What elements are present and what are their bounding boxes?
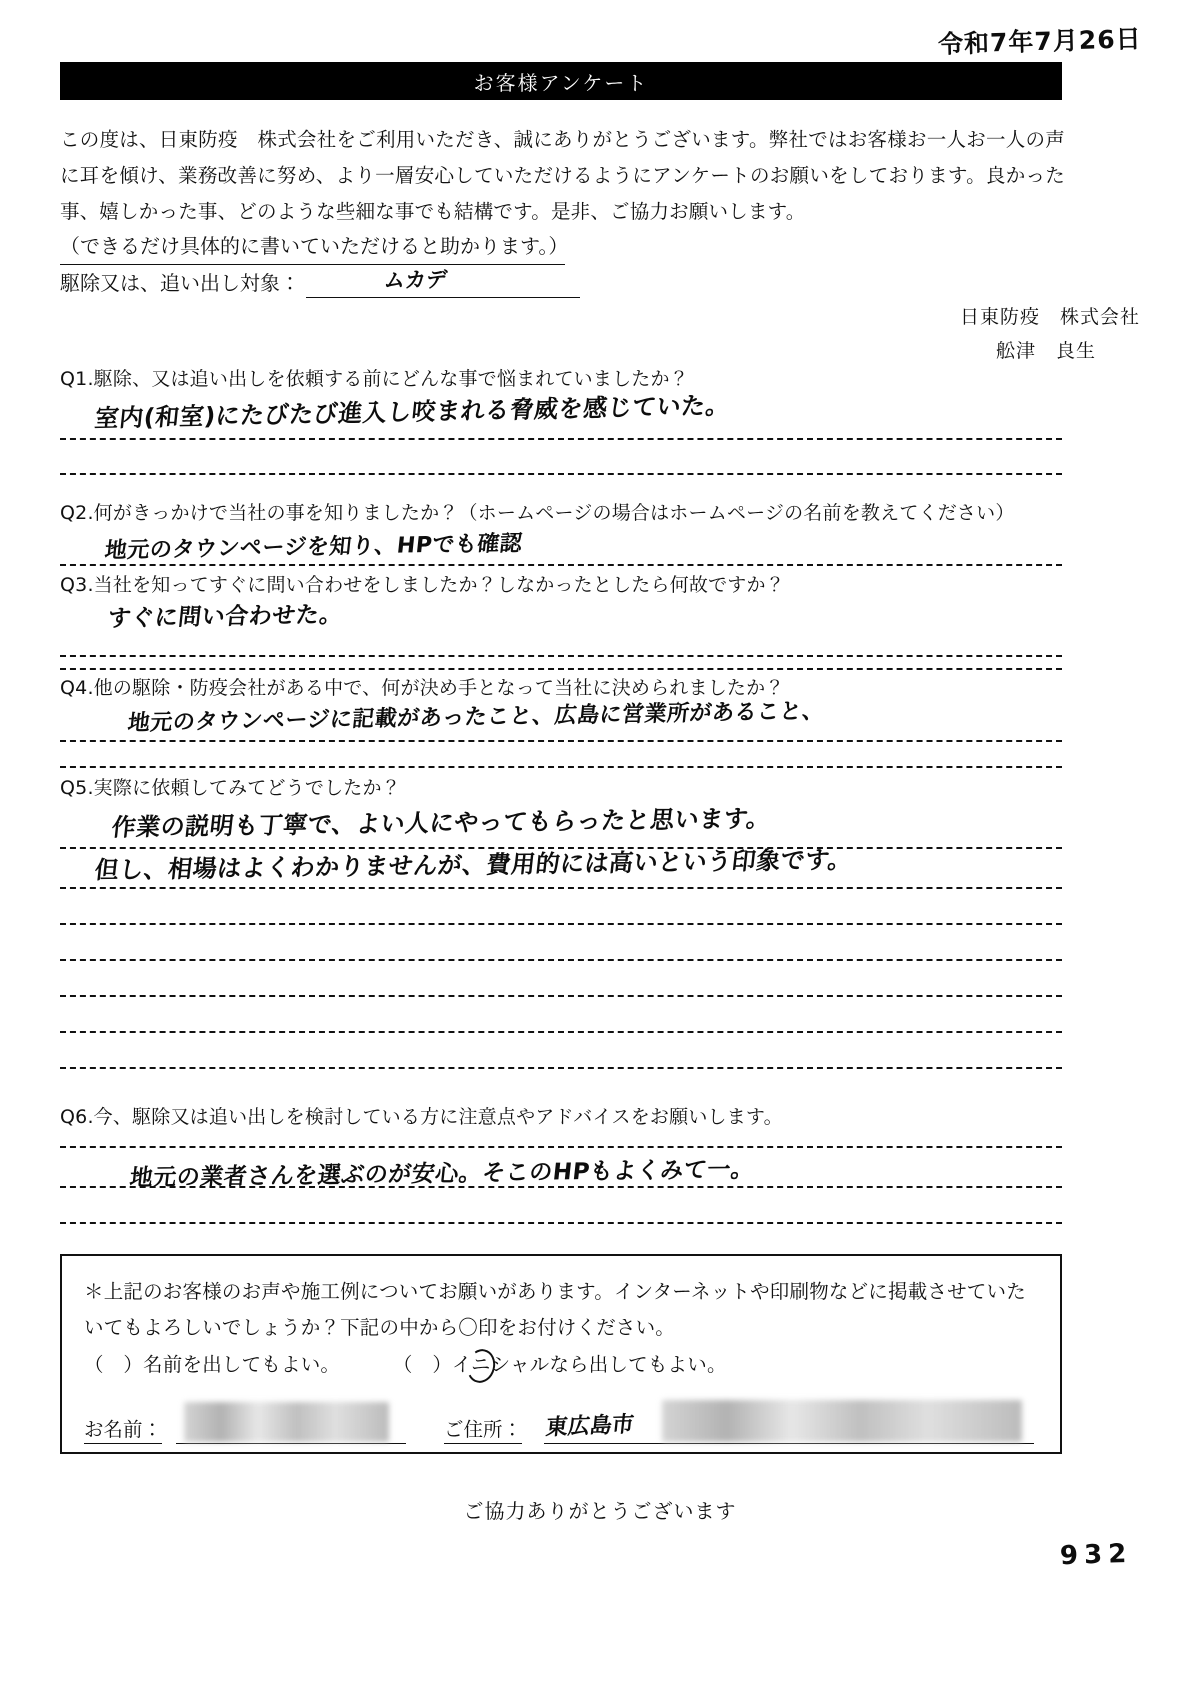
company-name: 日東防疫 株式会社 (959, 306, 1140, 328)
answer-rule-q5-7[interactable] (60, 1067, 1062, 1069)
consent-option-initial[interactable]: （ ）イニシャルなら出してもよい。 (392, 1353, 727, 1376)
question-q6 (60, 1104, 1062, 1130)
question-label-q1: Q1.駆除、又は追い出しを依頼する前にどんな事で悩まれていましたか？ (60, 368, 689, 390)
name-label: お名前： (84, 1414, 162, 1444)
staff-name: 舩津 良生 (995, 340, 1096, 362)
answer-rule-q4-1[interactable] (60, 740, 1062, 742)
answer-rule-q1-2[interactable] (60, 473, 1062, 475)
answer-rule-q5-4[interactable] (60, 959, 1062, 961)
target-field-row (60, 268, 580, 298)
question-q5 (60, 775, 1062, 801)
answer-handwritten-q2-line1: 地元のタウンページを知り、HPでも確認 (103, 531, 524, 564)
footer-thanks: ご協力ありがとうございます (463, 1499, 737, 1523)
answer-handwritten-q5-line2: 但し、相場はよくわかりませんが、費用的には高いという印象です。 (93, 845, 854, 885)
question-label-q3: Q3.当社を知ってすぐに問い合わせをしましたか？しなかったとしたら何故ですか？ (60, 574, 785, 596)
answer-rule-q1-1[interactable] (60, 438, 1062, 440)
handwritten-page-number: 932 (1059, 1538, 1133, 1572)
company-signature (960, 300, 1140, 368)
consent-box (60, 1254, 1062, 1454)
identity-fields-row (84, 1400, 1038, 1448)
answer-rule-q5-2[interactable] (60, 887, 1062, 889)
answer-rule-q3-2[interactable] (60, 668, 1062, 670)
target-handwritten-value: ムカデ (382, 267, 449, 293)
consent-options (84, 1346, 1038, 1384)
target-input-blank[interactable] (306, 267, 580, 298)
consent-option-name[interactable]: （ ）名前を出してもよい。 (84, 1353, 341, 1376)
answer-rule-q6-3[interactable] (60, 1222, 1062, 1224)
answer-rule-q2-1[interactable] (60, 564, 1062, 566)
answer-rule-q6-1[interactable] (60, 1146, 1062, 1148)
page-title-banner: お客様アンケート (60, 62, 1062, 100)
question-label-q4: Q4.他の駆除・防疫会社がある中で、何が決め手となって当社に決められましたか？ (60, 677, 785, 699)
address-redaction (662, 1400, 1022, 1442)
answer-handwritten-q5-line1: 作業の説明も丁寧で、よい人にやってもらったと思います。 (110, 804, 773, 842)
answer-rule-q5-6[interactable] (60, 1031, 1062, 1033)
address-handwritten-prefix: 東広島市 (544, 1412, 636, 1441)
name-redaction (184, 1402, 389, 1442)
consent-line-2: いてもよろしいでしょうか？下記の中から〇印をお付けください。 (84, 1316, 676, 1339)
address-label: ご住所： (444, 1414, 522, 1444)
answer-handwritten-q4-line1: 地元のタウンページに記載があったこと、広島に営業所があること、 (126, 698, 826, 737)
consent-line-1: ＊上記のお客様のお声や施工例についてお願いがあります。インターネットや印刷物などに掲載させていた (84, 1280, 1026, 1303)
handwritten-date: 令和7年7月26日 (938, 24, 1143, 59)
answer-rule-q5-1[interactable] (60, 847, 1062, 849)
answer-rule-q4-2[interactable] (60, 766, 1062, 768)
answer-rule-q3-1[interactable] (60, 655, 1062, 657)
answer-handwritten-q6-line1: 地元の業者さんを選ぶのが安心。そこのHPもよくみて一。 (128, 1156, 756, 1192)
question-label-q5: Q5.実際に依頼してみてどうでしたか？ (60, 777, 401, 799)
question-label-q6: Q6.今、駆除又は追い出しを検討している方に注意点やアドバイスをお願いします。 (60, 1106, 783, 1128)
question-q3 (60, 572, 1062, 598)
answer-rule-q5-3[interactable] (60, 923, 1062, 925)
specific-note: （できるだけ具体的に書いていただけると助かります。） (60, 230, 565, 265)
intro-paragraph (60, 122, 1065, 230)
answer-rule-q6-2[interactable] (60, 1186, 1062, 1188)
answer-handwritten-q1-line1: 室内(和室)にたびたび進入し咬まれる脅威を感じていた。 (93, 391, 732, 433)
target-label: 駆除又は、追い出し対象： (60, 271, 300, 295)
answer-rule-q5-5[interactable] (60, 995, 1062, 997)
intro-text: この度は、日東防疫 株式会社をご利用いただき、誠にありがとうございます。弊社ではお客様お一人お一人の声に耳を傾け、業務改善に努め、より一層安心していただけるようにアンケートのお願いをしております。良かった事、嬉しかった事、どのような些細な事でも結構です。是非、ご協力お願いします。 (60, 128, 1065, 223)
question-q4 (60, 675, 1062, 701)
answer-handwritten-q3-line1: すぐに問い合わせた。 (106, 601, 345, 633)
question-q2 (60, 500, 1062, 526)
question-label-q2: Q2.何がきっかけで当社の事を知りましたか？（ホームページの場合はホームページの名前を教えてください） (60, 502, 1015, 524)
